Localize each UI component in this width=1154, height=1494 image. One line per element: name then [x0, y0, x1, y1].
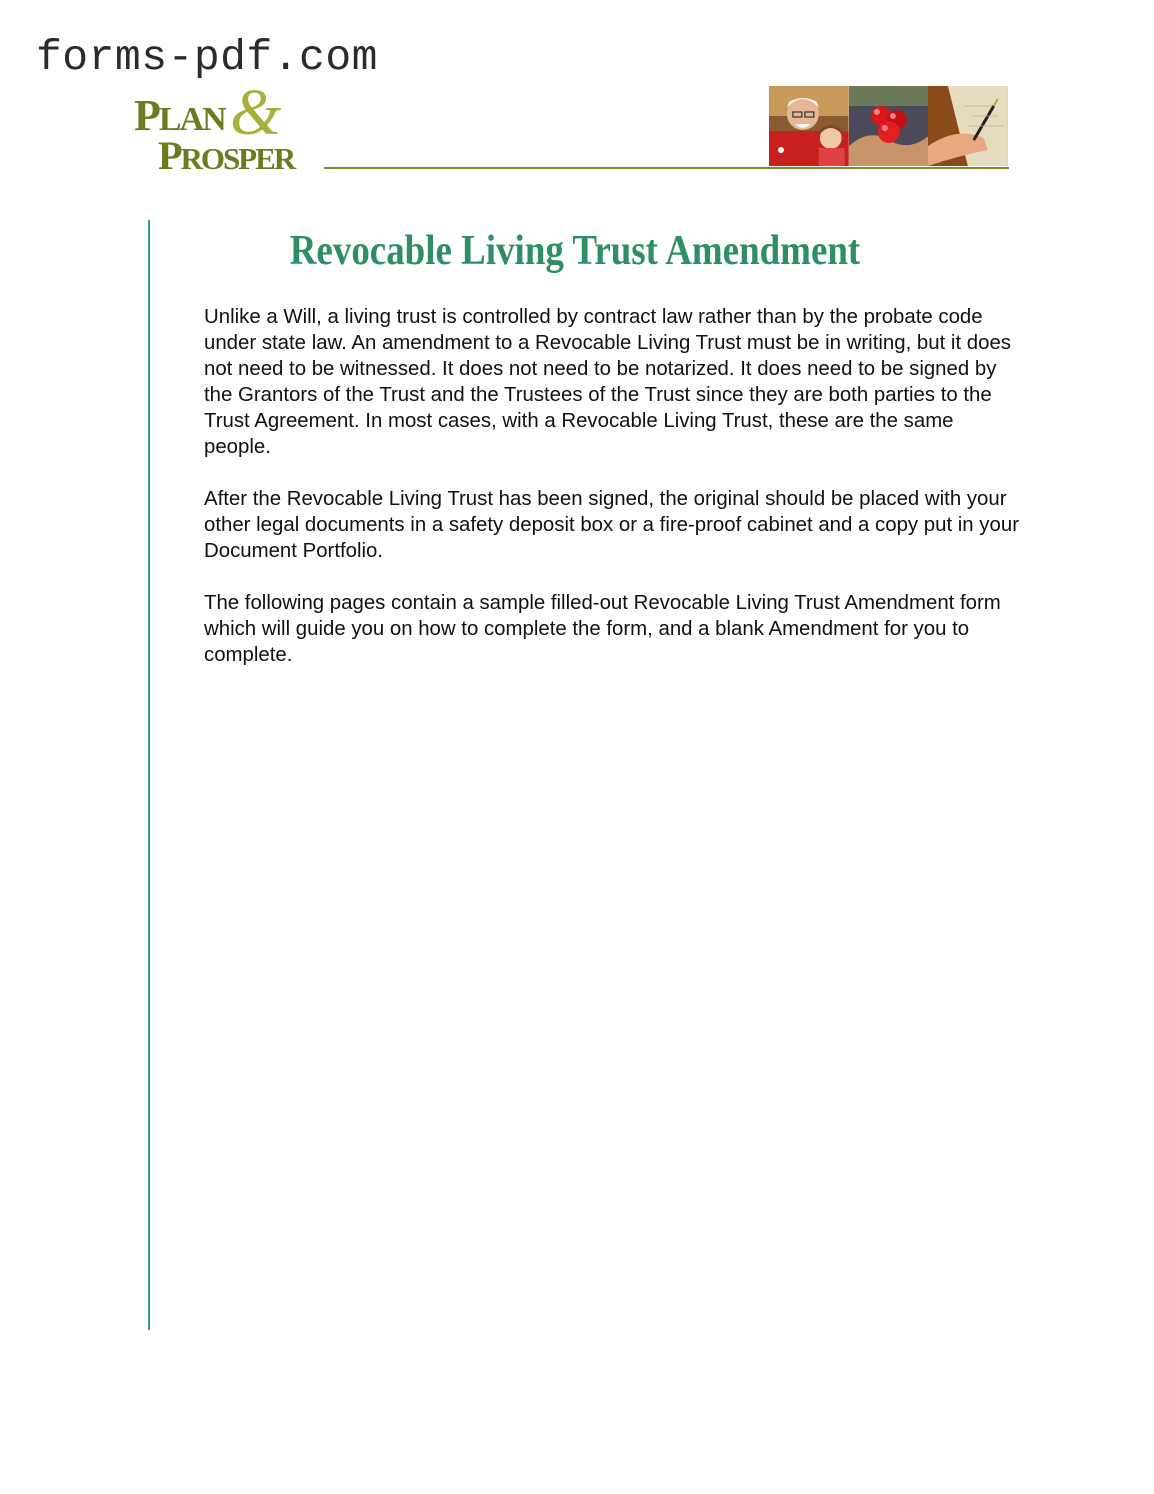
left-margin-rule	[148, 220, 150, 1330]
plan-and-prosper-logo	[134, 76, 334, 178]
logo-plan-rest: LAN	[158, 101, 225, 138]
logo-prosper-rest: ROSPER	[180, 141, 295, 176]
document-title: Revocable Living Trust Amendment	[289, 228, 861, 274]
paragraph-storage: After the Revocable Living Trust has been signed, the original should be placed with your other legal documents in a safety deposit box or a fire-proof cabinet and a copy put in your Document Portfolio.	[204, 488, 1019, 562]
logo-ampersand: &	[230, 76, 282, 149]
logo-plan-initial: P	[134, 91, 159, 140]
logo-line-plan	[134, 91, 225, 140]
elderly-man-with-child-photo	[769, 86, 849, 166]
hand-writing-with-pen-photo	[928, 86, 1008, 166]
watermark-text: forms-pdf.com	[36, 33, 378, 82]
logo-prosper-initial: P	[158, 133, 181, 178]
logo-line-prosper	[158, 133, 295, 178]
hands-holding-apples-photo	[849, 86, 929, 166]
paragraph-trust-law: Unlike a Will, a living trust is controlled by contract law rather than by the probate code under state law. An amendment to a Revocable Living Trust must be in writing, but it does not need to be witnessed. It does not need to be notarized. It does need to be signed by the Grantors of the Trust and the Trustees of the Trust since they are both parties to the Trust Agreement. In most cases, with a Revocable Living Trust, these are the same people.	[204, 306, 1012, 458]
header-rule	[324, 167, 1009, 169]
document-body	[204, 304, 1024, 694]
paragraph-following-pages: The following pages contain a sample filled-out Revocable Living Trust Amendment form which will guide you on how to complete the form, and a blank Amendment for you to complete.	[204, 592, 1001, 666]
header-photo-strip	[769, 86, 1008, 166]
